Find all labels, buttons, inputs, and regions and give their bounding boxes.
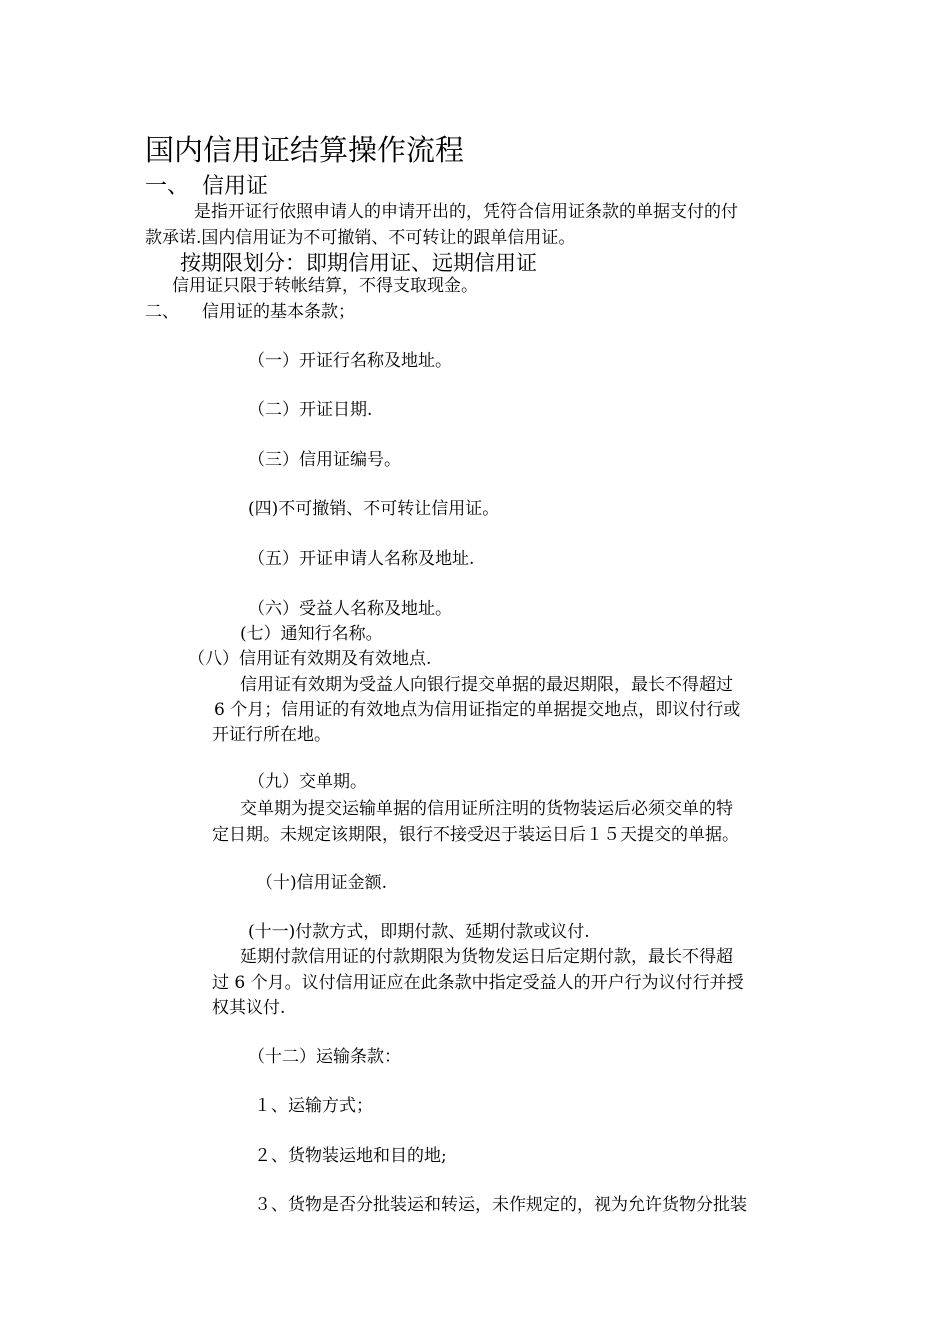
clause-item: （十二）运输条款： xyxy=(248,1047,401,1067)
clause-item: （三）信用证编号。 xyxy=(248,450,401,470)
period-subheading: 按期限划分：即期信用证、远期信用证 xyxy=(180,251,537,275)
clause-item: （五）开证申请人名称及地址. xyxy=(248,549,475,569)
validity-detail-line: 6 个月；信用证的有效地点为信用证指定的单据提交地点，即议付行或 xyxy=(214,700,741,720)
section2-heading: 信用证的基本条款； xyxy=(202,302,355,322)
transport-item: ３、货物是否分批装运和转运，未作规定的，视为允许货物分批装 xyxy=(254,1195,747,1215)
payment-detail-line: 权其议付. xyxy=(212,998,286,1018)
clause-item: (七）通知行名称。 xyxy=(240,624,383,644)
clause-item: （八）信用证有效期及有效地点. xyxy=(188,649,432,669)
clause-item: (十一)付款方式，即期付款、延期付款或议付. xyxy=(248,922,590,942)
clause-item: （十)信用证金额. xyxy=(256,873,388,893)
definition-line1: 是指开证行依照申请人的申请开出的，凭符合信用证条款的单据支付的付 xyxy=(194,202,738,222)
validity-detail-line: 信用证有效期为受益人向银行提交单据的最迟期限，最长不得超过 xyxy=(240,675,733,695)
payment-detail-line: 过 6 个月。议付信用证应在此条款中指定受益人的开户行为议付行并授 xyxy=(212,973,744,993)
clause-item: （一）开证行名称及地址。 xyxy=(248,351,452,371)
page-title: 国内信用证结算操作流程 xyxy=(145,133,465,167)
presentation-detail-line: 定日期。未规定该期限，银行不接受迟于装运日后１５天提交的单据。 xyxy=(212,825,739,845)
cash-note: 信用证只限于转帐结算，不得支取现金。 xyxy=(172,276,478,296)
validity-detail-line: 开证行所在地。 xyxy=(212,725,331,745)
clause-item: （六）受益人名称及地址。 xyxy=(248,599,452,619)
payment-detail-line: 延期付款信用证的付款期限为货物发运日后定期付款，最长不得超 xyxy=(240,947,733,967)
transport-item: ２、货物装运地和目的地; xyxy=(254,1146,447,1166)
clause-item: （二）开证日期. xyxy=(248,400,373,420)
section1-number: 一、 xyxy=(145,174,190,199)
section2-number: 二、 xyxy=(145,302,179,322)
section1-heading: 信用证 xyxy=(202,174,269,199)
presentation-detail-line: 交单期为提交运输单据的信用证所注明的货物装运后必须交单的特 xyxy=(240,799,733,819)
clause-item: （九）交单期。 xyxy=(248,772,367,792)
definition-line2: 款承诺.国内信用证为不可撤销、不可转让的跟单信用证。 xyxy=(145,228,576,248)
clause-item: (四)不可撤销、不可转让信用证。 xyxy=(248,499,500,519)
transport-item: １、运输方式； xyxy=(254,1096,373,1116)
